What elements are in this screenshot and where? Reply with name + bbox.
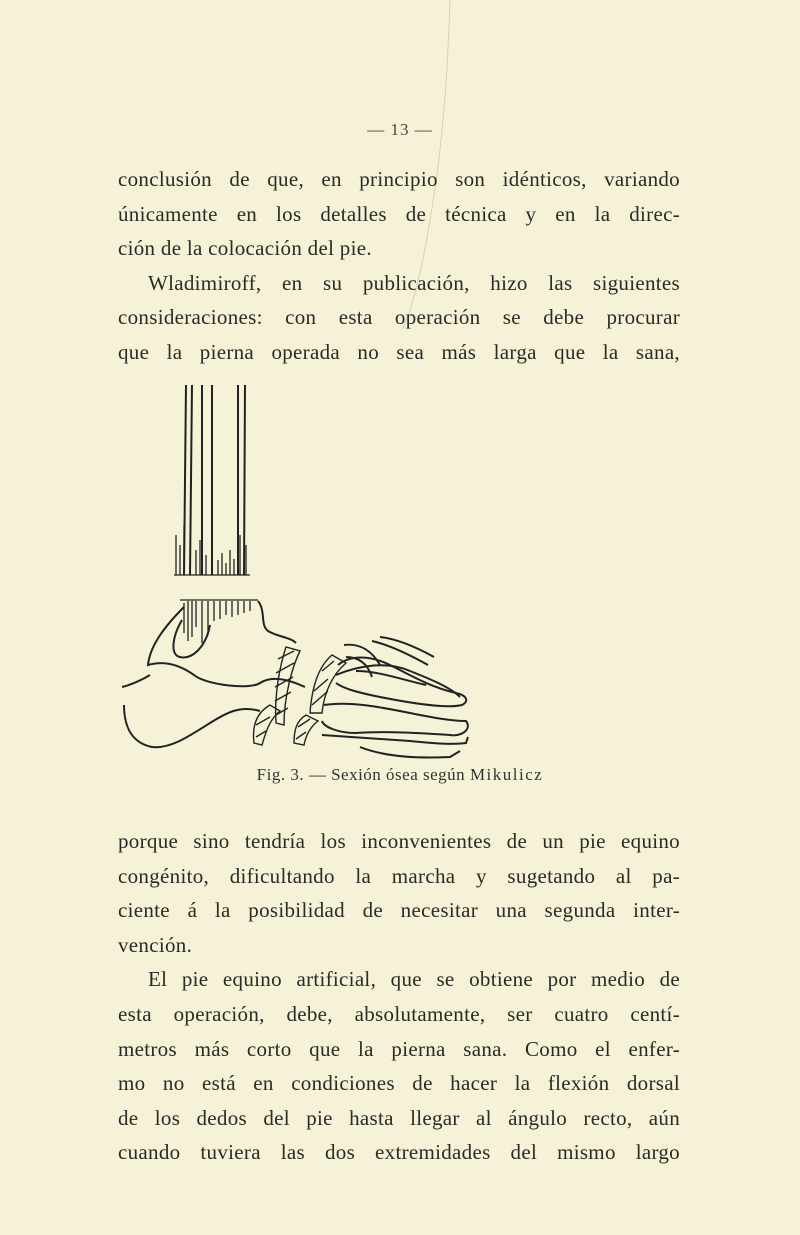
text-line: cuando tuviera las dos extremidades del mismo largo [118, 1140, 680, 1165]
text-line: de los dedos del pie hasta llegar al ángulo recto, aún [118, 1105, 680, 1130]
text-line: congénito, dificultando la marcha y sugetando al pa- [118, 863, 680, 888]
text-line: consideraciones: con esta operación se debe procurar [118, 305, 680, 330]
text-line: Wladimiroff, en su publicación, hizo las siguientes [148, 270, 680, 295]
calcaneus-outline [148, 607, 305, 687]
figure-caption [0, 765, 800, 785]
text-line: ción de la colocación del pie. [118, 236, 372, 261]
caption-author: Mikulicz [469, 765, 544, 784]
text-line: mo no está en condiciones de hacer la flexión dorsal [118, 1071, 680, 1096]
paragraph-top [118, 162, 680, 370]
bone-cut-hatching [174, 525, 258, 643]
page-number: — 13 — [367, 120, 433, 139]
text-line: que la pierna operada no sea más larga que la sana, [118, 339, 680, 364]
text-line: El pie equino artificial, que se obtiene por medio de [148, 967, 680, 992]
metatarsal-bones [322, 637, 468, 758]
paragraph-bottom [118, 824, 680, 1170]
foot-bone-section-illustration [110, 375, 490, 765]
text-line: metros más corto que la pierna sana. Como el enfer- [118, 1036, 680, 1061]
text-line: conclusión de que, en principio son idénticos, variando [118, 167, 680, 191]
text-line: porque sino tendría los inconvenientes de un pie equino [118, 829, 680, 853]
text-line: ciente á la posibilidad de necesitar una segunda inter- [118, 898, 680, 923]
text-line: esta operación, debe, absolutamente, ser cuatro centí- [118, 1001, 680, 1026]
text-line: únicamente en los detalles de técnica y en la direc- [118, 201, 680, 226]
tibia-shaft [184, 385, 245, 575]
tarsal-cut-segments [254, 647, 346, 745]
text-line: vención. [118, 932, 193, 957]
caption-text: Fig. 3. — Sexión ósea según [256, 765, 466, 784]
